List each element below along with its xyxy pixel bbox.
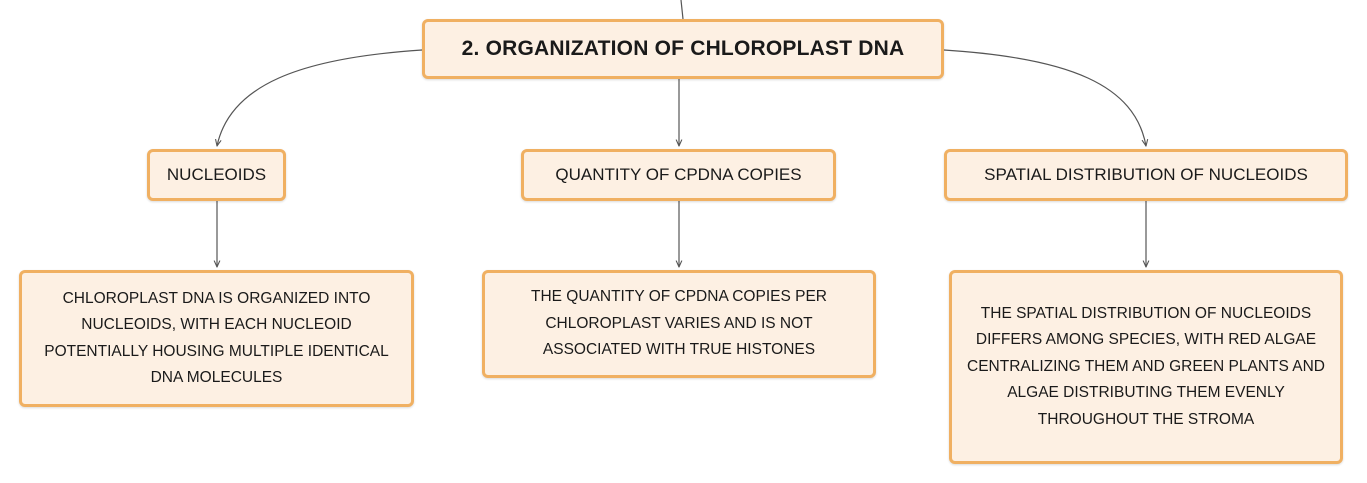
topic-node-quantity[interactable]: [521, 149, 836, 201]
topic-node-label: QUANTITY OF CPDNA COPIES: [555, 165, 802, 184]
topic-node-label: SPATIAL DISTRIBUTION OF NUCLEOIDS: [984, 165, 1308, 184]
detail-node-text: CHLOROPLAST DNA IS ORGANIZED INTO NUCLEOIDS, WITH EACH NUCLEOID POTENTIALLY HOUSING MULTIPLE IDENTICAL DNA MOLECULES: [44, 289, 389, 386]
detail-node-text: THE QUANTITY OF CPDNA COPIES PER CHLOROPLAST VARIES AND IS NOT ASSOCIATED WITH TRUE HISTONES: [531, 288, 827, 359]
topic-node-label: NUCLEOIDS: [166, 165, 267, 184]
detail-node-text: THE SPATIAL DISTRIBUTION OF NUCLEOIDS DIFFERS AMONG SPECIES, WITH RED ALGAE CENTRALIZING THEM AND GREEN PLANTS AND ALGAE DISTRIBUTING THEM EVENLY THROUGHOUT THE STROMA: [967, 304, 1325, 428]
topic-node-nucleoids[interactable]: [147, 149, 286, 201]
root-node-label: 2. ORGANIZATION OF CHLOROPLAST DNA: [461, 37, 905, 60]
detail-node-nucleoids[interactable]: [19, 270, 414, 407]
topic-node-spatial-distribution[interactable]: [944, 149, 1348, 201]
detail-node-quantity[interactable]: [482, 270, 876, 378]
detail-node-spatial-distribution[interactable]: [949, 270, 1343, 464]
connector-incoming-root: [681, 0, 683, 19]
connector-root-to-spatial: [944, 50, 1146, 146]
connector-root-to-nucleoids: [217, 50, 422, 146]
root-node[interactable]: [422, 19, 944, 79]
